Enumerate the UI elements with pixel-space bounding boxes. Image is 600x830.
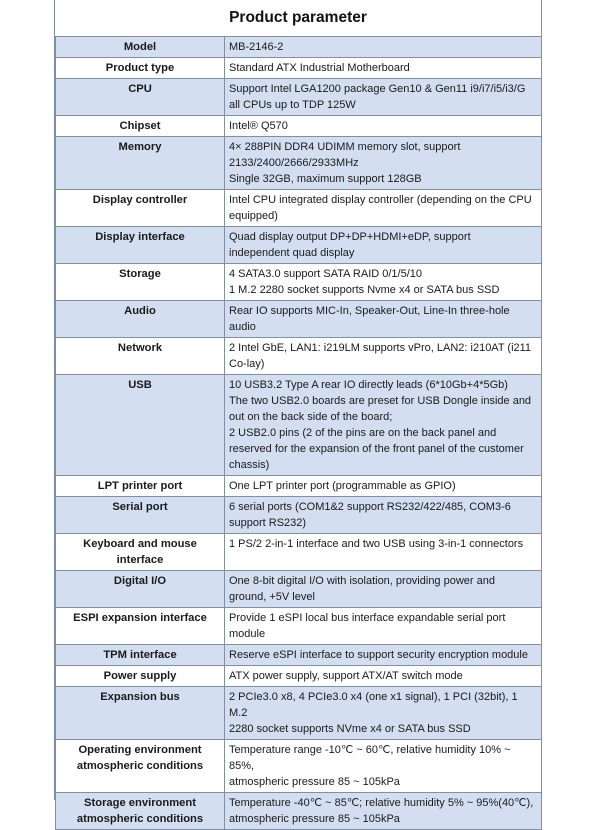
- value-line: ATX power supply, support ATX/AT switch mode: [229, 670, 463, 682]
- row-label: LPT printer port: [56, 476, 225, 497]
- value-line: atmospheric pressure 85 ~ 105kPa: [229, 776, 400, 788]
- row-value: [225, 375, 542, 476]
- row-label: Storage environment atmospheric conditions: [56, 793, 225, 830]
- value-line: 2 USB2.0 pins (2 of the pins are on the back panel and: [229, 427, 497, 439]
- row-label: Display controller: [56, 190, 225, 227]
- row-label: Keyboard and mouse interface: [56, 534, 225, 571]
- value-line: Co-lay): [229, 358, 265, 370]
- row-label: Product type: [56, 58, 225, 79]
- row-value: [225, 301, 542, 338]
- value-line: Temperature -40℃ ~ 85℃; relative humidity 5% ~ 95%(40℃),: [229, 797, 534, 809]
- value-line: Quad display output DP+DP+HDMI+eDP, support: [229, 231, 471, 243]
- table-row: [56, 608, 542, 645]
- table-row: [56, 687, 542, 740]
- value-line: The two USB2.0 boards are preset for USB Dongle inside and: [229, 395, 532, 407]
- value-line: 1 M.2 2280 socket supports Nvme x4 or SATA bus SSD: [229, 284, 500, 296]
- table-row: [56, 301, 542, 338]
- row-value: [225, 476, 542, 497]
- row-value: [225, 190, 542, 227]
- row-value: [225, 116, 542, 137]
- table-row: [56, 338, 542, 375]
- value-line: ground, +5V level: [229, 591, 315, 603]
- value-line: Single 32GB, maximum support 128GB: [229, 173, 422, 185]
- value-line: reserved for the expansion of the front panel of the customer: [229, 443, 524, 455]
- value-line: out on the back side of the board;: [229, 411, 393, 423]
- row-label: Model: [56, 37, 225, 58]
- value-line: 6 serial ports (COM1&2 support RS232/422/485, COM3-6: [229, 501, 511, 513]
- row-label: ESPI expansion interface: [56, 608, 225, 645]
- table-row: [56, 190, 542, 227]
- row-label: Display interface: [56, 227, 225, 264]
- row-label: USB: [56, 375, 225, 476]
- row-value: [225, 608, 542, 645]
- row-label: Power supply: [56, 666, 225, 687]
- value-line: atmospheric pressure 85 ~ 105kPa: [229, 813, 400, 825]
- value-line: support RS232): [229, 517, 307, 529]
- value-line: MB-2146-2: [229, 41, 284, 53]
- value-line: One LPT printer port (programmable as GPIO): [229, 480, 456, 492]
- document-page: [54, 0, 542, 825]
- value-line: One 8-bit digital I/O with isolation, providing power and: [229, 575, 495, 587]
- value-line: Reserve eSPI interface to support security encryption module: [229, 649, 528, 661]
- row-value: [225, 666, 542, 687]
- table-row: [56, 666, 542, 687]
- value-line: all CPUs up to TDP 125W: [229, 99, 356, 111]
- table-row: [56, 645, 542, 666]
- row-label: Memory: [56, 137, 225, 190]
- value-line: 2 Intel GbE, LAN1: i219LM supports vPro, LAN2: i210AT (i211: [229, 342, 532, 354]
- table-row: [56, 137, 542, 190]
- table-row: [56, 534, 542, 571]
- row-label: Operating environment atmospheric conditions: [56, 740, 225, 793]
- value-line: Provide 1 eSPI local bus interface expandable serial port: [229, 612, 506, 624]
- value-line: audio: [229, 321, 256, 333]
- row-label: Audio: [56, 301, 225, 338]
- value-line: equipped): [229, 210, 278, 222]
- row-label: Expansion bus: [56, 687, 225, 740]
- row-value: [225, 338, 542, 375]
- row-value: [225, 740, 542, 793]
- row-value: [225, 793, 542, 830]
- row-label: Network: [56, 338, 225, 375]
- row-value: [225, 645, 542, 666]
- value-line: 2 PCIe3.0 x8, 4 PCIe3.0 x4 (one x1 signal), 1 PCI (32bit), 1 M.2: [229, 691, 518, 719]
- spec-table: [55, 36, 542, 830]
- row-label: CPU: [56, 79, 225, 116]
- value-line: Standard ATX Industrial Motherboard: [229, 62, 410, 74]
- page-title: Product parameter: [229, 9, 367, 26]
- table-row: [56, 37, 542, 58]
- row-value: [225, 58, 542, 79]
- value-line: 4 SATA3.0 support SATA RAID 0/1/5/10: [229, 268, 423, 280]
- table-row: [56, 740, 542, 793]
- table-row: [56, 79, 542, 116]
- row-value: [225, 534, 542, 571]
- table-row: [56, 264, 542, 301]
- row-value: [225, 497, 542, 534]
- table-row: [56, 571, 542, 608]
- spec-table-body: [56, 37, 542, 830]
- row-label: TPM interface: [56, 645, 225, 666]
- value-line: 2133/2400/2666/2933MHz: [229, 157, 359, 169]
- value-line: Support Intel LGA1200 package Gen10 & Gen11 i9/i7/i5/i3/G: [229, 83, 526, 95]
- value-line: Intel® Q570: [229, 120, 288, 132]
- row-value: [225, 37, 542, 58]
- row-value: [225, 137, 542, 190]
- table-row: [56, 497, 542, 534]
- row-label: Digital I/O: [56, 571, 225, 608]
- row-value: [225, 687, 542, 740]
- table-row: [56, 476, 542, 497]
- table-row: [56, 793, 542, 830]
- row-label: Chipset: [56, 116, 225, 137]
- value-line: 2280 socket supports NVme x4 or SATA bus SSD: [229, 723, 471, 735]
- table-row: [56, 227, 542, 264]
- value-line: independent quad display: [229, 247, 355, 259]
- value-line: chassis): [229, 459, 270, 471]
- table-row: [56, 116, 542, 137]
- value-line: Temperature range -10℃ ~ 60℃, relative humidity 10% ~ 85%,: [229, 744, 511, 772]
- value-line: 10 USB3.2 Type A rear IO directly leads (6*10Gb+4*5Gb): [229, 379, 508, 391]
- table-row: [56, 58, 542, 79]
- value-line: module: [229, 628, 266, 640]
- value-line: Intel CPU integrated display controller (depending on the CPU: [229, 194, 532, 206]
- row-label: Serial port: [56, 497, 225, 534]
- row-value: [225, 264, 542, 301]
- value-line: Rear IO supports MIC-In, Speaker-Out, Line-In three-hole: [229, 305, 510, 317]
- row-value: [225, 227, 542, 264]
- table-row: [56, 375, 542, 476]
- value-line: 1 PS/2 2-in-1 interface and two USB using 3-in-1 connectors: [229, 538, 524, 550]
- row-value: [225, 571, 542, 608]
- row-label: Storage: [56, 264, 225, 301]
- value-line: 4× 288PIN DDR4 UDIMM memory slot, support: [229, 141, 461, 153]
- row-value: [225, 79, 542, 116]
